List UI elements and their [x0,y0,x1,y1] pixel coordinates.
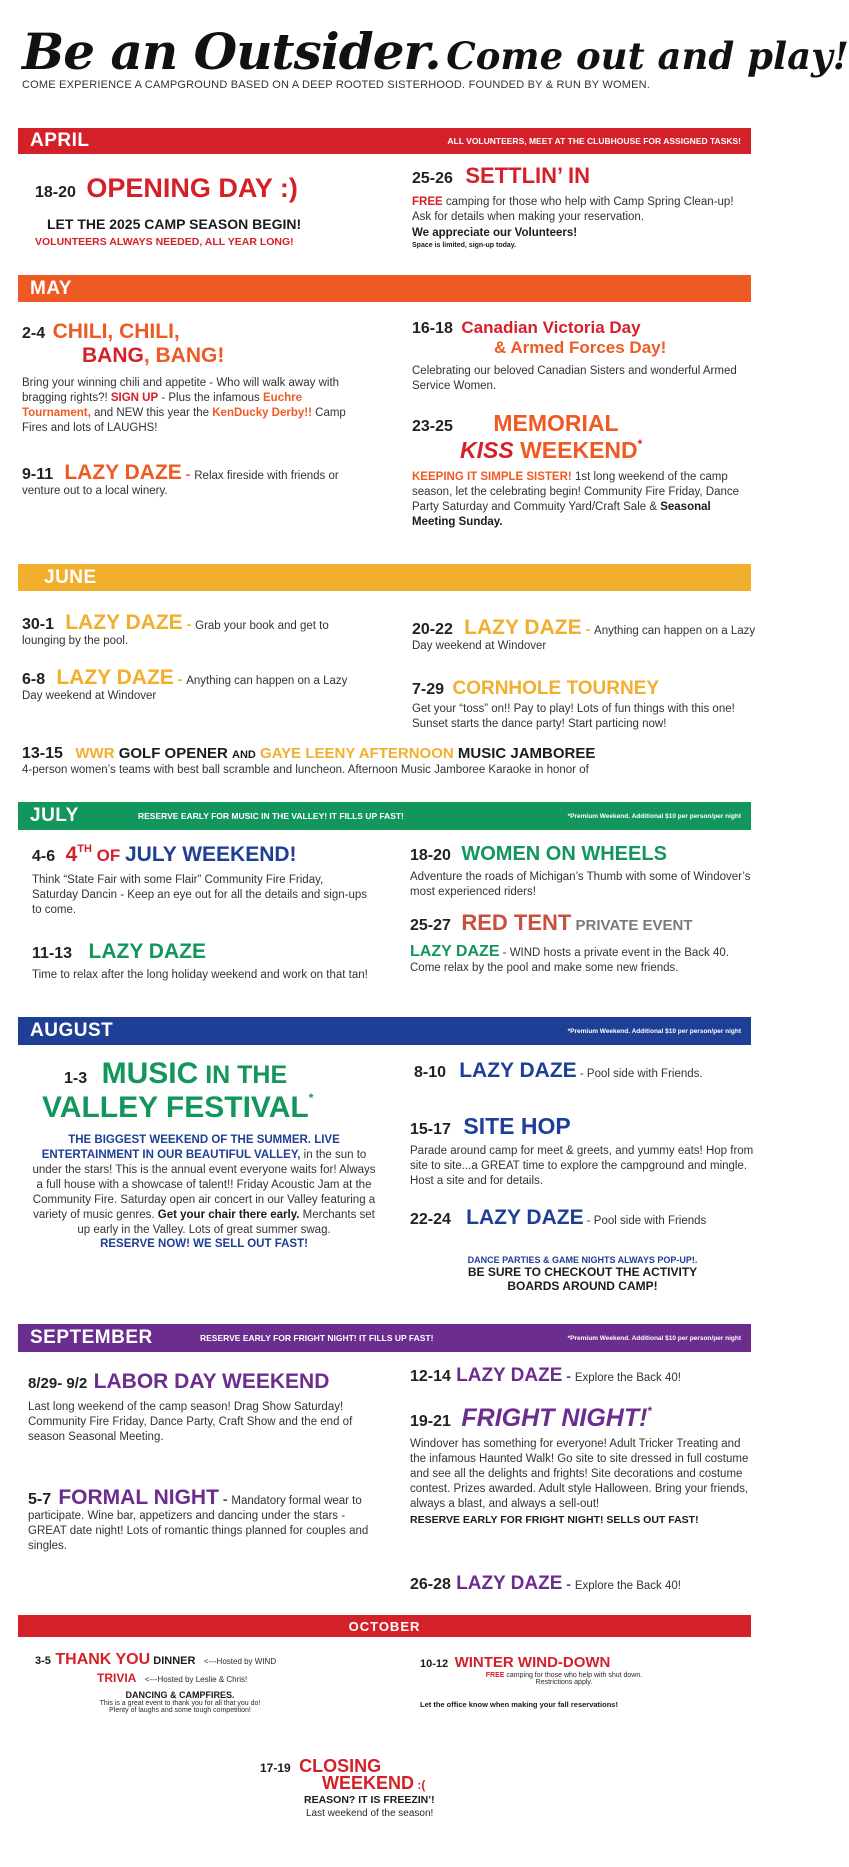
september-label: SEPTEMBER [30,1327,153,1348]
text: Last long weekend of the camp season! Drag Show Saturday! Community Fire Friday, Dance Party, Craft Show and the end of season Seasonal Meeting. [28,1401,353,1443]
event-title: LAZY DAZE [456,1573,563,1594]
april-note: ALL VOLUNTEERS, MEET AT THE CLUBHOUSE FOR ASSIGNED TASKS! [447,136,741,146]
text: Adventure the roads of Michigan’s Thumb with some of Windover’s most experienced riders! [410,871,751,898]
july-label: JULY [30,805,79,826]
september-formal-night: 5-7 FORMAL NIGHT - Mandatory formal wear to participate. Wine bar, appetizers and dancing under the stars - GREAT date night! Lots of romantic things planned for couples and singles. [28,1486,369,1552]
event-title: & Armed Forces Day! [494,338,667,357]
event-title: SETTLIN’ IN [465,163,591,188]
date: 25-26 [412,170,453,187]
event-title: 4 [65,843,78,866]
text: FREE camping for those who help with Camp Spring Clean-up! Ask for details when making your reservation. [412,196,734,223]
date: 18-20 [410,847,451,864]
event-title: MEMORIAL [493,410,619,436]
text: LET THE 2025 CAMP SEASON BEGIN! [47,216,302,232]
date: 7-29 [412,681,445,698]
october-closing-weekend: 17-19 CLOSING WEEKEND :( REASON? IT IS FREEZIN’! Last weekend of the season! [260,1756,435,1819]
august-note: DANCE PARTIES & GAME NIGHTS ALWAYS POP-UP!. BE SURE TO CHECKOUT THE ACTIVITY BOARDS AROUND CAMP! [467,1255,698,1293]
june-lazy-daze-3: 20-22 LAZY DAZE - Anything can happen on a Lazy Day weekend at Windover [412,616,756,652]
text: Space is limited, sign-up today. [412,242,517,249]
event-title: LAZY DAZE [456,1365,563,1386]
text: RESERVE EARLY FOR FRIGHT NIGHT! SELLS OUT FAST! [410,1514,699,1526]
date: 5-7 [28,1491,52,1508]
text: Bring your winning chili and appetite - Who will walk away with bragging rights?! SIGN UP - Plus the infamous Euchre Tournament, and NEW this year the KenDucky Derby!! Camp Fires and lots of LAUGHS! [22,377,346,434]
may-chili: 2-4 CHILI, CHILI, BANG, BANG! Bring your winning chili and appetite - Who will walk away with bragging rights?! SIGN UP - Plus the infamous Euchre Tournament, and NEW this year the KenDucky Derby!! Camp Fires and lots of LAUGHS! [22,320,362,436]
text: We appreciate our Volunteers! [412,227,578,239]
august-lazy-daze-2: 22-24 LAZY DAZE - Pool side with Friends [410,1206,707,1229]
event-title: LAZY DAZE [56,666,174,689]
event-title: LAZY DAZE [466,1206,584,1229]
date: 3-5 [35,1655,51,1667]
may-memorial-weekend: 23-25 MEMORIAL KISS WEEKEND* KEEPING IT SIMPLE SISTER! 1st long weekend of the camp season, let the celebrating begin! Community Fire Friday, Dance Party Saturday and Commuity Yard/Craft Sale & Seasonal Meeting Sunday. [412,410,757,530]
event-title: LABOR DAY WEEKEND [93,1370,330,1393]
event-title: FORMAL NIGHT [58,1486,219,1509]
event-title: BANG [82,344,144,367]
text: LAZY DAZE - WIND hosts a private event in the Back 40. Come relax by the pool and make some new friends. [410,943,729,974]
date: 13-15 [22,745,63,762]
september-fright-night: 19-21 FRIGHT NIGHT!* Windover has something for everyone! Adult Tricker Treating and the infamous Haunted Walk! Go site to site dressed in full costume and see all the delights and frights! Site decorations and costume contest. Prizes awarded. Adult style Halloween. Bring your friends, always a blast, and always a sell-out! RESERVE EARLY FOR FRIGHT NIGHT! SELLS OUT FAST! [410,1404,755,1526]
april-bar [18,128,751,154]
september-lazy-daze-1: 12-14 LAZY DAZE - Explore the Back 40! [410,1365,681,1386]
april-label: APRIL [30,130,90,151]
date: 16-18 [412,320,453,337]
date: 2-4 [22,325,46,342]
august-bar [18,1017,751,1045]
september-labor-day [28,1370,380,1445]
event-title: CHILI, CHILI, [52,320,180,343]
july-women-on-wheels [410,843,755,900]
headline-a: Be an Outsider. [22,22,441,81]
october-winter-wind-down: 10-12 WINTER WIND-DOWN FREE camping for those who help with shut down. Restrictions apply. Let the office know when making your fall reservations! [420,1654,643,1709]
april-opening-day [35,173,375,248]
june-lazy-daze-2: 6-8 LAZY DAZE - Anything can happen on a Lazy Day weekend at Windover [22,666,348,702]
event-title: WINTER WIND-DOWN [454,1654,611,1671]
text: THE BIGGEST WEEKEND OF THE SUMMER. LIVE ENTERTAINMENT IN OUR BEAUTIFUL VALLEY, in the sun to under the stars! This is the annual event everyone waits for! Always a full house with a showcase of talent!! Friday Acoustic Jam at the Community Fire. Saturday open air concert in our Valley featuring a variety of music genres. Get your chair there early. Merchants set up early in the Valley. Lots of great summer swag. [32,1134,376,1236]
text: Parade around camp for meet & greets, and yummy eats! Hop from site to site...a GREAT time to explore the campground and mingle. Host a site and for details. [410,1145,754,1187]
date: 9-11 [22,466,54,483]
september-lazy-daze-2: 26-28 LAZY DAZE - Explore the Back 40! [410,1573,681,1594]
may-label: MAY [30,277,72,299]
event-title: LAZY DAZE [459,1059,577,1082]
may-lazy-daze: 9-11 LAZY DAZE - Relax fireside with friends or venture out to a local winery. [22,461,339,497]
august-site-hop [410,1113,755,1189]
date: 12-14 [410,1368,451,1385]
text: Celebrating our beloved Canadian Sisters and wonderful Armed Service Women. [412,365,737,392]
august-lazy-daze-1: 8-10 LAZY DAZE - Pool side with Friends. [414,1059,703,1082]
date: 20-22 [412,621,453,638]
may-bar [18,275,751,302]
tagline: COME EXPERIENCE A CAMPGROUND BASED ON A DEEP ROOTED SISTERHOOD. FOUNDED BY & RUN BY WOMEN. [22,79,651,91]
april-settlin-in [412,163,752,249]
event-title: MUSIC [101,1057,199,1090]
event-title: Canadian Victoria Day [461,318,641,337]
headline [22,22,849,81]
date: 23-25 [412,418,453,435]
date: 18-20 [35,184,76,201]
october-thank-you: 3-5 THANK YOU DINNER <---Hosted by WIND TRIVIA <---Hosted by Leslie & Chris! DANCING & CAMPFIRES. This is a great event to thank you for all that you do! Plenty of laughs and some tough competition! [35,1651,277,1714]
event-title: KISS [460,437,514,463]
event-title: LAZY DAZE [88,940,206,963]
text: Think “State Fair with some Flair” Community Fire Friday, Saturday Dancin - Keep an eye out for all the details and sign-ups to come. [32,874,367,916]
september-premium: *Premium Weekend. Additional $10 per person/per night [567,1334,741,1342]
july-red-tent: 25-27 RED TENT PRIVATE EVENT LAZY DAZE - WIND hosts a private event in the Back 40. Come relax by the pool and make some new friends. [410,910,755,976]
date: 22-24 [410,1211,451,1228]
june-cornhole [412,678,757,732]
date: 8-10 [414,1064,447,1081]
august-premium: *Premium Weekend. Additional $10 per person/per night [567,1027,741,1035]
date: 26-28 [410,1576,451,1593]
july-bar [18,802,751,830]
event-title: WOMEN ON WHEELS [461,843,667,865]
july-lazy-daze [32,940,372,983]
july-4th: 4-6 4TH OF JULY WEEKEND! Think “State Fair with some Flair” Community Fire Friday, Saturday Dancin - Keep an eye out for all the details and sign-ups to come. [32,843,372,918]
june-lazy-daze-1: 30-1 LAZY DAZE - Grab your book and get to lounging by the pool. [22,611,329,647]
date: 25-27 [410,917,451,934]
date: 19-21 [410,1413,451,1430]
june-bar [18,564,751,591]
event-title: LAZY DAZE [65,611,183,634]
october-label: OCTOBER [348,1618,421,1634]
may-victoria-day [412,318,752,394]
september-note: RESERVE EARLY FOR FRIGHT NIGHT! IT FILLS UP FAST! [200,1333,434,1343]
date: 15-17 [410,1121,451,1138]
date: 4-6 [32,848,56,865]
event-title: THANK YOU [55,1651,151,1668]
date: 8/29- 9/2 [28,1375,88,1392]
june-golf-jamboree: 13-15 WWR GOLF OPENER AND GAYE LEENY AFTERNOON MUSIC JAMBOREE 4-person women’s teams with best ball scramble and luncheon. Afternoon Music Jamboree Karaoke in honor of [22,745,757,777]
august-label: AUGUST [30,1020,114,1041]
september-bar [18,1324,751,1352]
text: Get your “toss” on!! Pay to play! Lots of fun things with this one! Sunset starts the dance party! Start particing now! [412,703,735,730]
event-title: LAZY DAZE [64,461,182,484]
june-label: JUNE [44,566,97,588]
event-title: CORNHOLE TOURNEY [452,678,660,699]
page-header [22,22,849,91]
text: VOLUNTEERS ALWAYS NEEDED, ALL YEAR LONG! [35,236,294,248]
july-note: RESERVE EARLY FOR MUSIC IN THE VALLEY! IT FILLS UP FAST! [138,811,404,821]
text: KEEPING IT SIMPLE SISTER! 1st long weekend of the camp season, let the celebrating begin! Community Fire Friday, Dance Party Saturday and Commuity Yard/Craft Sale & Seasonal Meeting Sunday. [412,471,740,528]
august-music-festival: 1-3 MUSIC IN THE VALLEY FESTIVAL* THE BIGGEST WEEKEND OF THE SUMMER. LIVE ENTERTAINMENT IN OUR BEAUTIFUL VALLEY, in the sun to under the stars! This is the annual event everyone waits for! Always a full house with a showcase of talent!! Friday Acoustic Jam at the Community Fire. Saturday open air concert in our Valley featuring a variety of music genres. Get your chair there early. Merchants set up early in the Valley. Lots of great summer swag. RESERVE NOW! WE SELL OUT FAST! [28,1057,380,1250]
text: RESERVE NOW! WE SELL OUT FAST! [100,1238,308,1250]
date: 11-13 [32,945,73,962]
date: 6-8 [22,671,46,688]
event-title: OPENING DAY :) [86,173,298,203]
date: 30-1 [22,616,55,633]
event-title: FRIGHT NIGHT! [461,1404,648,1432]
july-premium: *Premium Weekend. Additional $10 per person/per night [567,812,741,820]
date: 17-19 [260,1761,291,1775]
date: 1-3 [64,1070,88,1087]
headline-b: Come out and play! [446,34,849,78]
october-bar [18,1615,751,1637]
text: Time to relax after the long holiday weekend and work on that tan! [32,969,368,981]
text: Windover has something for everyone! Adult Tricker Treating and the infamous Haunted Walk! Go site to site dressed in full costume and see all the delights and frights! Site decorations and costume contest. Prizes awarded. Adult style Halloween. Bring your friends, always a blast, and always a sell-out! [410,1438,749,1510]
event-title: SITE HOP [463,1113,571,1139]
event-title: RED TENT [461,910,572,935]
event-title: LAZY DAZE [464,616,582,639]
event-title: CLOSING [299,1756,382,1776]
text: 4-person women’s teams with best ball scramble and luncheon. Afternoon Music Jamboree Karaoke in honor of [22,764,589,776]
date: 10-12 [420,1658,449,1670]
